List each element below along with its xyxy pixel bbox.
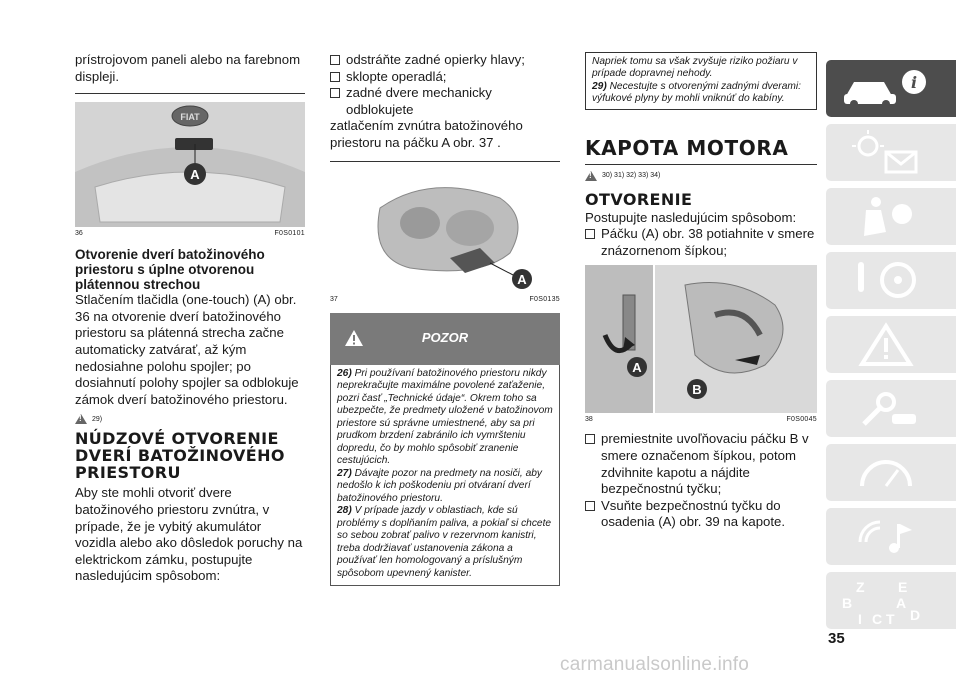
- figure-37: [330, 168, 560, 293]
- callout-a: A: [517, 271, 527, 287]
- alphabet-index-icon: [836, 576, 936, 626]
- footer-watermark: carmanualsonline.info: [560, 654, 750, 675]
- chapter-title: KAPOTA MOTORA: [585, 136, 817, 165]
- warning-triangle-icon: [75, 414, 87, 424]
- svg-text:E: E: [898, 579, 908, 595]
- tab-index[interactable]: [826, 572, 956, 629]
- figure-36: [75, 102, 305, 227]
- airbag-seat-icon: [836, 192, 936, 242]
- intro-text: prístrojovom paneli alebo na farebnom displeji.: [75, 52, 301, 84]
- warning-triangle-icon: [836, 320, 936, 370]
- column-3: [585, 52, 817, 531]
- bullet-item: odstráňte zadné opierky hlavy;: [330, 52, 560, 69]
- callout-a: A: [632, 360, 642, 376]
- divider: [75, 93, 305, 94]
- chapter-tabs: [826, 60, 956, 636]
- tab-maintenance[interactable]: [826, 444, 956, 501]
- pozor-notes: [330, 365, 560, 587]
- warning-reference: ! 29): [75, 414, 305, 424]
- svg-text:T: T: [886, 611, 895, 626]
- bullet-item: Vsuňte bezpečnostnú tyčku do osadenia (A) obr. 39 na kapote.: [585, 498, 817, 531]
- tab-lights-messages[interactable]: [826, 124, 956, 181]
- key-steering-icon: [836, 256, 936, 306]
- light-envelope-icon: [836, 128, 936, 178]
- checkbox-icon: [585, 434, 595, 444]
- checkbox-icon: [585, 501, 595, 511]
- divider: [330, 161, 560, 162]
- continued-warning-box: Napriek tomu sa však zvyšuje riziko požiaru v prípade dopravnej nehody. 29) Necestujte s otvorenými zadnými dverami: výfukové plyny by mohli vniknúť do kabíny.: [585, 52, 817, 110]
- subtitle: OTVORENIE: [585, 189, 693, 209]
- page-number: 35: [828, 630, 845, 647]
- column-1: [75, 52, 305, 585]
- figure-38: [585, 265, 817, 413]
- bullet-item: Páčku (A) obr. 38 potiahnite v smere znázornenom šípkou;: [585, 226, 817, 259]
- svg-text:B: B: [842, 595, 853, 611]
- music-signal-icon: [836, 512, 936, 562]
- checkbox-icon: [330, 88, 340, 98]
- bullet-item: premiestnite uvoľňovaciu páčku B v smere označenom šípkou, potom zdvihnite kapotu a nájdite bezpečnostnú tyčku;: [585, 431, 817, 497]
- hood-release-illustration: [585, 265, 817, 413]
- warning-triangle-icon: [585, 171, 597, 181]
- section-text: Stlačením tlačidla (one-touch) (A) obr. 36 na otvorenie dverí batožinového priestoru sa plátenná strecha začne automaticky zatvárať, až kým nedosiahne polohu spojler; po dosiahnutí polohy spojler sa odblokuje zámok dverí batožinového priestoru.: [75, 292, 299, 407]
- pozor-banner: [330, 313, 560, 365]
- tab-car-info[interactable]: [826, 60, 956, 117]
- tab-emergency[interactable]: [826, 380, 956, 437]
- tab-multimedia[interactable]: [826, 508, 956, 565]
- note-26: 26) Pri používaní batožinového priestoru nikdy neprekračujte maximálne povolené zaťaženie, pozri časť „Technické údaje“. Okrem toho sa ubezpečte, že predmety uložené v batožinovom priestore sú správne umiestnené, aby sa pri prudkom brzdení zabránilo ich vymršteniu dopredu, čo by mohlo spôsobiť zranenie cestujúcich.: [337, 367, 553, 467]
- tab-warning-lights[interactable]: [826, 316, 956, 373]
- instruction-text: Postupujte nasledujúcim spôsobom:: [585, 209, 797, 225]
- wrench-car-icon: [836, 384, 936, 434]
- trunk-lid-illustration: [75, 102, 305, 227]
- bullet-continuation: zatlačením zvnútra batožinového priestoru na páčku A obr. 37 .: [330, 118, 523, 150]
- figure-37-caption: 37 F0S0135: [330, 295, 560, 303]
- note-28: 28) V prípade jazdy v oblastiach, kde sú problémy s doplňaním paliva, a pokiaľ si chcete so sebou zobrať palivo v rezervnom kanistri, treba dodržiavať ustanovenia zákona a používať len homologovaný a príslušným spôsobom upevnený kanister.: [337, 505, 552, 579]
- callout-b: B: [692, 382, 702, 398]
- svg-text:I: I: [858, 611, 862, 626]
- car-info-icon: [836, 64, 936, 114]
- emergency-title: NÚDZOVÉ OTVORENIE DVERÍ BATOŽINOVÉHO PRIESTORU: [75, 429, 285, 483]
- svg-text:C: C: [872, 611, 883, 626]
- svg-text:D: D: [910, 607, 921, 623]
- figure-code: F0S0101: [274, 230, 305, 238]
- figure-38-caption: 38 F0S0045: [585, 416, 817, 424]
- latch-illustration: [330, 168, 560, 293]
- figure-36-caption: [75, 230, 305, 237]
- gauge-icon: [836, 448, 936, 498]
- svg-text:Z: Z: [856, 579, 865, 595]
- checkbox-icon: [330, 55, 340, 65]
- column-2: [330, 52, 560, 586]
- svg-text:A: A: [896, 595, 907, 611]
- figure-number: 36: [75, 230, 83, 238]
- tab-starting-driving[interactable]: [826, 252, 956, 309]
- note-27: 27) Dávajte pozor na predmety na nosiči, aby nedošlo k ich poškodeniu pri otváraní dverí batožinového priestoru.: [337, 467, 543, 504]
- pozor-label: POZOR: [421, 329, 469, 345]
- emergency-text: Aby ste mohli otvoriť dvere batožinového priestoru zvnútra, v prípade, že je vybitý akumulátor vozidla alebo ako dôsledok poruchy na elektrickom zámku, postupujte nasledujúcim spôsobom:: [75, 485, 303, 584]
- callout-a: A: [190, 167, 200, 183]
- bullet-item: zadné dvere mechanicky odblokujete: [330, 85, 560, 118]
- warning-references: ! 30) 31) 32) 33) 34): [585, 171, 817, 181]
- bullet-item: sklopte operadlá;: [330, 69, 560, 86]
- checkbox-icon: [585, 229, 595, 239]
- checkbox-icon: [330, 72, 340, 82]
- section-title: Otvorenie dverí batožinového priestoru s úplne otvorenou plátennou strechou: [75, 247, 265, 293]
- tab-safety[interactable]: [826, 188, 956, 245]
- fiat-badge: FIAT: [180, 112, 200, 123]
- svg-text:i: i: [910, 73, 918, 92]
